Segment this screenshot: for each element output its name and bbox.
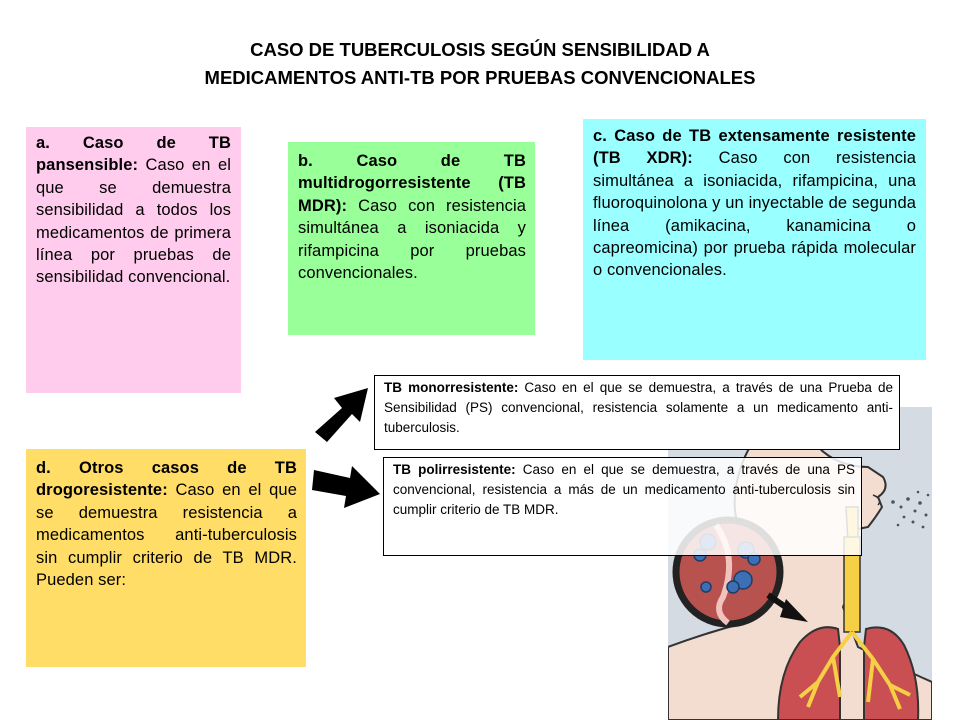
- other-resistant-text: Caso en el que se demuestra resistencia a medicamentos anti-tuberculosis sin cumplir criterio de TB MDR. Pueden ser:: [36, 481, 297, 590]
- xdr-heading: c. Caso de TB extensamente resistente (TB XDR):: [593, 127, 916, 168]
- xdr-box: [583, 119, 926, 360]
- monorresistant-box: [374, 375, 900, 450]
- page-title: [0, 36, 960, 92]
- arrow-to-polirresistant-icon: [310, 456, 382, 512]
- lungs-tuberculosis-illustration: [668, 407, 932, 720]
- other-resistant-box: [26, 449, 306, 667]
- mdr-box: [288, 142, 535, 335]
- arrow-to-monorresistant-icon: [310, 380, 372, 452]
- polirresistant-heading: TB polirresistente:: [393, 462, 516, 477]
- mdr-heading: b. Caso de TB multidrogorresistente (TB MDR):: [298, 152, 526, 215]
- title-line-1: CASO DE TUBERCULOSIS SEGÚN SENSIBILIDAD A: [250, 39, 710, 60]
- title-line-2: MEDICAMENTOS ANTI-TB POR PRUEBAS CONVENCIONALES: [204, 67, 756, 88]
- monorresistant-heading: TB monorresistente:: [384, 380, 519, 395]
- monorresistant-text: Caso en el que se demuestra, a través de una Prueba de Sensibilidad (PS) convencional, resistencia solamente a un medicamento anti-tuberculosis.: [384, 380, 893, 435]
- pansensible-text: Caso en el que se demuestra sensibilidad a todos los medicamentos de primera línea por pruebas de sensibilidad convencional.: [36, 156, 231, 287]
- mdr-text: Caso con resistencia simultánea a isoniacida y rifampicina por pruebas convencionales.: [298, 196, 526, 283]
- polirresistant-box: [383, 457, 862, 556]
- pansensible-box: [26, 127, 241, 393]
- other-resistant-heading: d. Otros casos de TB drogoresistente:: [36, 459, 297, 500]
- xdr-text: Caso con resistencia simultánea a isoniacida, rifampicina, una fluoroquinolona y un inyectable de segunda línea (amikacina, kanamicina o capreomicina) por prueba rápida molecular o convencionales.: [593, 149, 916, 280]
- pansensible-heading: a. Caso de TB pansensible:: [36, 134, 231, 175]
- polirresistant-text: Caso en el que se demuestra, a través de una PS convencional, resistencia a más de un medicamento anti-tuberculosis sin cumplir criterio de TB MDR.: [393, 462, 855, 517]
